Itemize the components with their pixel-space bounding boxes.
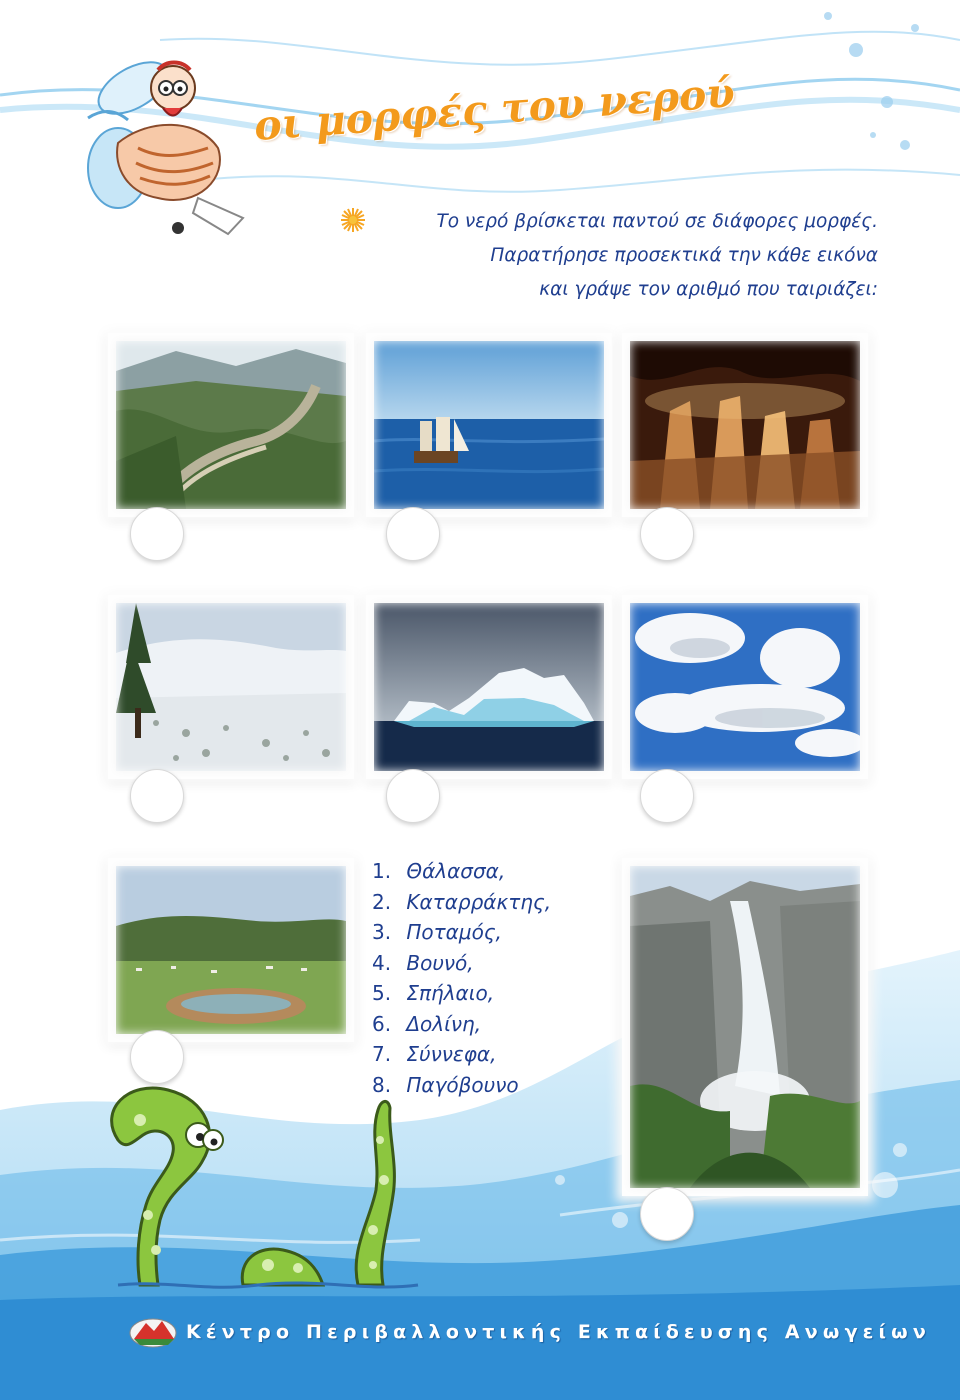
option-item: 3. Ποταμός,: [372, 920, 502, 944]
option-item: 7. Σύννεφα,: [372, 1042, 497, 1066]
photo-doline-pasture: [108, 858, 354, 1042]
answer-circle[interactable]: [130, 769, 184, 823]
answer-circle[interactable]: [640, 507, 694, 561]
sea-monster-illustration: [88, 1080, 428, 1300]
option-item: 1. Θάλασσα,: [372, 859, 506, 883]
instruction-line-3: και γράψε τον αριθμό που ταιριάζει:: [539, 279, 878, 300]
answer-circle[interactable]: [640, 769, 694, 823]
photo-clouds: [622, 595, 868, 779]
answer-circle[interactable]: [130, 507, 184, 561]
answer-circle[interactable]: [640, 1187, 694, 1241]
option-item: 4. Βουνό,: [372, 950, 474, 975]
answer-circle[interactable]: [386, 769, 440, 823]
page-title: οι μορφές του νερού: [252, 68, 737, 150]
option-item: 2. Καταρράκτης,: [372, 889, 552, 914]
option-item: 5. Σπήλαιο,: [372, 981, 495, 1005]
photo-snowy-mountain: [108, 595, 354, 779]
instruction-line-2: Παρατήρησε προσεκτικά την κάθε εικόνα: [490, 245, 878, 266]
options-list: [372, 856, 551, 1100]
photo-river-canyon: [108, 333, 354, 517]
instruction-line-1: Το νερό βρίσκεται παντού σε διάφορες μορφές.: [436, 211, 878, 232]
option-item: 8. Παγόβουνο: [372, 1072, 519, 1097]
photo-sea-ship: [366, 333, 612, 517]
footer-org-name: Κέντρο Περιβαλλοντικής Εκπαίδευσης Ανωγείων: [186, 1321, 932, 1343]
photo-iceberg: [366, 595, 612, 779]
photo-waterfall: [622, 858, 868, 1196]
instructions: [358, 205, 878, 307]
option-item: 6. Δολίνη,: [372, 1011, 482, 1036]
answer-circle[interactable]: [130, 1030, 184, 1084]
answer-circle[interactable]: [386, 507, 440, 561]
sun-bullet-icon: [340, 207, 366, 233]
logo-icon: [128, 1315, 178, 1349]
photo-cave: [622, 333, 868, 517]
mascot-illustration: [78, 48, 258, 238]
